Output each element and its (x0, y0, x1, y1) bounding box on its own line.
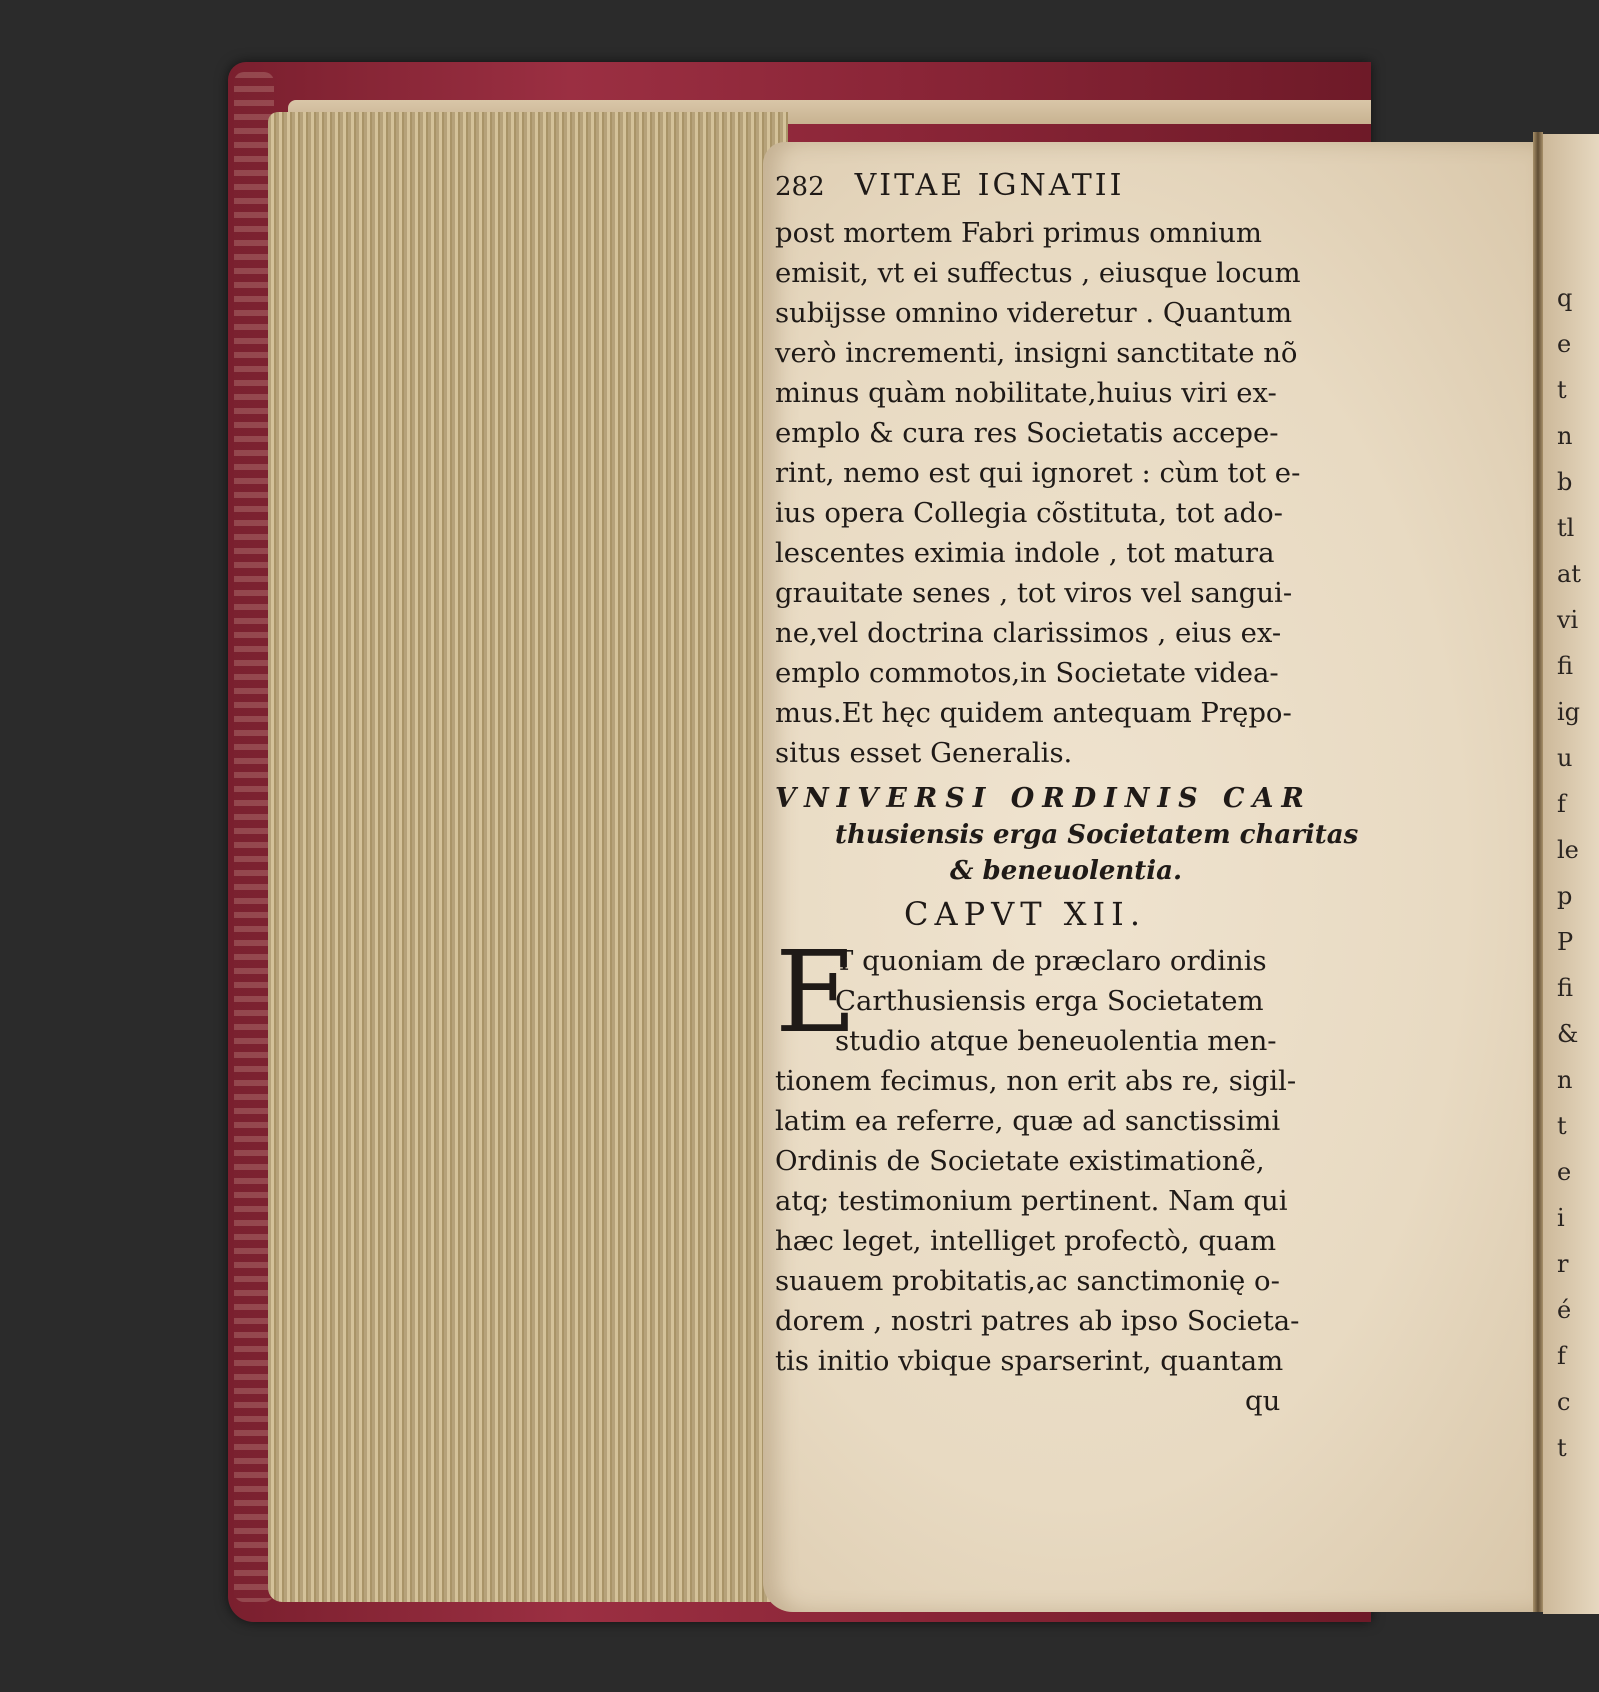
chapter-number: CAPVT XII. (904, 895, 1146, 933)
next-page-letter: t (1557, 1112, 1567, 1140)
text-line: grauitate senes , tot viros vel sangui- (775, 577, 1293, 609)
chapter-text-line: dorem , nostri patres ab ipso Societa- (775, 1305, 1300, 1337)
running-header (775, 168, 1320, 203)
text-line: emplo & cura res Societatis accepe- (775, 417, 1279, 449)
chapter-text-line: hæc leget, intelliget profectò, quam (775, 1225, 1277, 1257)
next-page-letter: i (1557, 1204, 1565, 1232)
chapter-heading (775, 781, 1359, 933)
page-fore-edge (268, 112, 788, 1602)
text-line: subijsse omnino videretur . Quantum (775, 297, 1293, 329)
next-page-letter: fi (1557, 652, 1574, 680)
next-page-letter: p (1557, 882, 1573, 910)
next-page-letter: e (1557, 330, 1572, 358)
drop-cap: E (775, 928, 857, 1058)
next-page-letter: n (1557, 422, 1573, 450)
text-line: emplo commotos,in Societate videa- (775, 657, 1279, 689)
chapter-text-line: atq; testimonium pertinent. Nam qui (775, 1185, 1288, 1217)
next-page-letter: e (1557, 1158, 1572, 1186)
next-page-letter: t (1557, 376, 1567, 404)
chapter-text-line: studio atque beneuolentia men- (835, 1025, 1277, 1057)
running-title: VITAE IGNATII (854, 168, 1125, 203)
next-page-letter: f (1557, 790, 1566, 818)
chapter-body (775, 928, 1320, 1421)
next-page-letter: é (1557, 1296, 1572, 1324)
text-line: rint, nemo est qui ignoret : cùm tot e- (775, 457, 1301, 489)
chapter-text-line: tionem fecimus, non erit abs re, sigil- (775, 1065, 1297, 1097)
next-page-letter: P (1557, 928, 1574, 956)
gutter (1533, 132, 1543, 1612)
text-line: ne,vel doctrina clarissimos , eius ex- (775, 617, 1282, 649)
chapter-text-line: suauem probitatis,ac sanctimonię o- (775, 1265, 1280, 1297)
text-line: lescentes eximia indole , tot matura (775, 537, 1275, 569)
chapter-title-line-2: thusiensis erga Societatem charitas (835, 820, 1359, 850)
text-line: mus.Et hęc quidem antequam Prępo- (775, 697, 1292, 729)
page-text (775, 168, 1359, 1421)
text-line: verò incrementi, insigni sanctitate nõ (775, 337, 1298, 369)
chapter-text-line: tis initio vbique sparserint, quantam (775, 1345, 1284, 1377)
chapter-text-line: qu (1245, 1385, 1281, 1417)
text-line: minus quàm nobilitate,huius viri ex- (775, 377, 1277, 409)
next-page-letter: f (1557, 1342, 1566, 1370)
chapter-text-line: Carthusiensis erga Societatem (835, 985, 1264, 1017)
next-page-letter: le (1557, 836, 1579, 864)
chapter-title-line-3: & beneuolentia. (950, 856, 1183, 886)
next-page-letter: vi (1557, 606, 1579, 634)
text-line: emisit, vt ei suffectus , eiusque locum (775, 257, 1301, 289)
text-line: post mortem Fabri primus omnium (775, 217, 1262, 249)
next-page-letter: b (1557, 468, 1573, 496)
next-page-letter: ig (1557, 698, 1581, 726)
chapter-title-line-1: VNIVERSI ORDINIS CAR (775, 783, 1312, 814)
right-page-fragment (1543, 134, 1599, 1614)
chapter-text-line: latim ea referre, quæ ad sanctissimi (775, 1105, 1281, 1137)
next-page-letter: t (1557, 1434, 1567, 1462)
next-page-letter: at (1557, 560, 1581, 588)
page-number: 282 (775, 172, 825, 202)
next-page-letter: n (1557, 1066, 1573, 1094)
next-page-letter: q (1557, 284, 1573, 312)
chapter-text-line: Ordinis de Societate existimationẽ, (775, 1145, 1265, 1177)
next-page-letter: r (1557, 1250, 1569, 1278)
next-page-letter: u (1557, 744, 1573, 772)
chapter-text-line: T quoniam de præclaro ordinis (835, 945, 1267, 977)
next-page-letter: tl (1557, 514, 1575, 542)
body-text (775, 213, 1320, 773)
text-line: situs esset Generalis. (775, 737, 1073, 769)
next-page-letter: & (1557, 1020, 1579, 1048)
text-line: ius opera Collegia cõstituta, tot ado- (775, 497, 1283, 529)
next-page-letter: c (1557, 1388, 1571, 1416)
next-page-letter: fi (1557, 974, 1574, 1002)
